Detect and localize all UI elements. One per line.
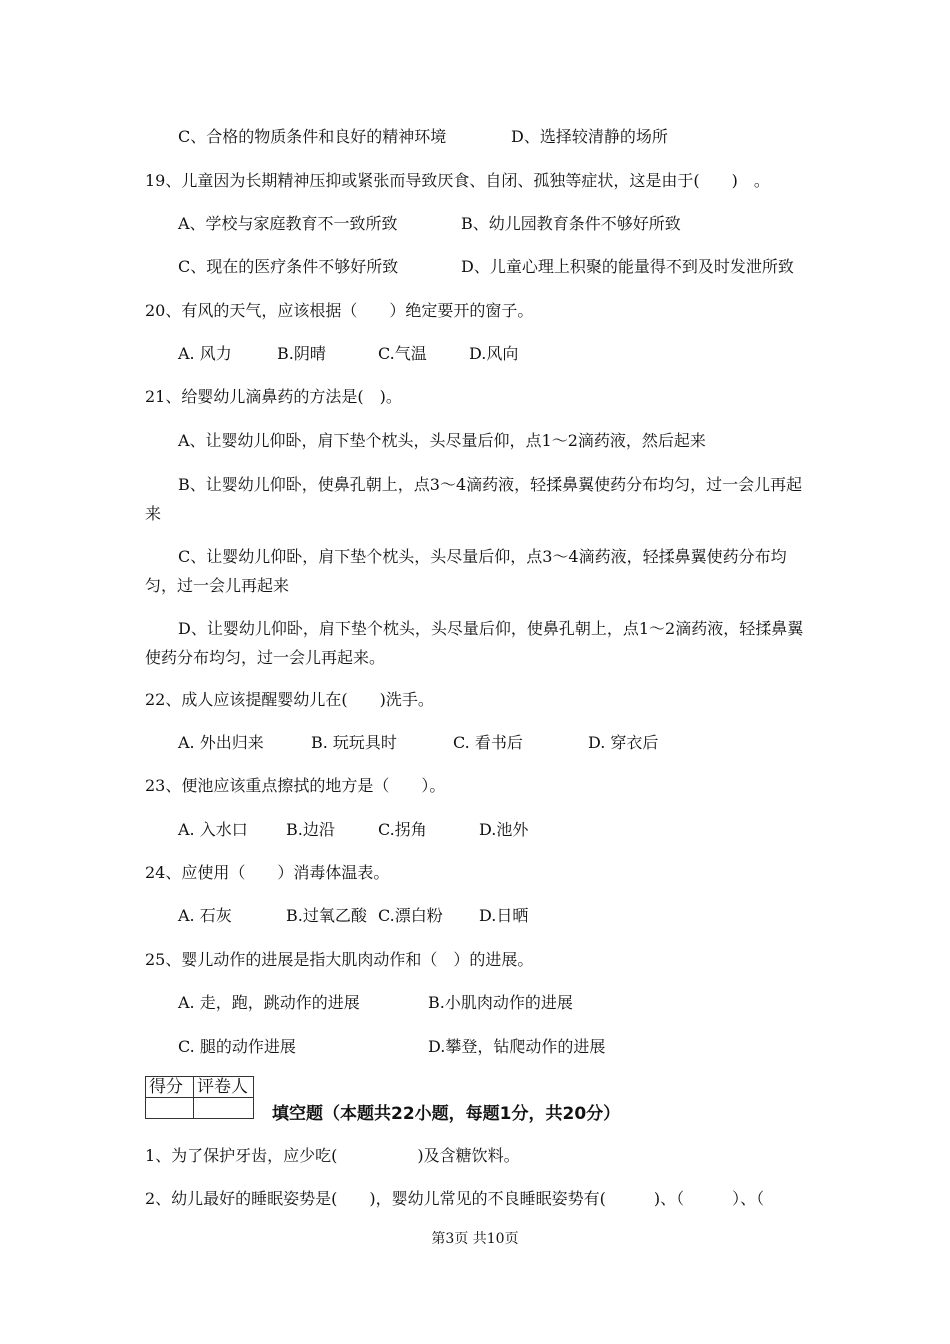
q24-option-a: A. 石灰 [178, 906, 232, 925]
q20-option-a: A. 风力 [178, 344, 232, 363]
q21-option-c: C、让婴幼儿仰卧，肩下垫个枕头，头尽量后仰，点3～4滴药液，轻揉鼻翼使药分布均匀，过一会儿再起来 [145, 547, 787, 595]
q18-options-row-cd [0, 127, 950, 147]
q20-stem: 20、有风的天气，应该根据（ ）绝定要开的窗子。 [145, 301, 534, 320]
q25-options-row-cd [0, 1037, 950, 1057]
q22-option-c: C. 看书后 [453, 733, 523, 752]
q24-option-b: B.过氧乙酸 [286, 906, 367, 925]
score-cell[interactable] [146, 1098, 194, 1119]
q19-options-row-cd [0, 257, 950, 277]
reviewer-label: 评卷人 [194, 1077, 254, 1098]
q23-option-c: C.拐角 [378, 820, 427, 839]
fill-question-2: 2、幼儿最好的睡眠姿势是( )，婴幼儿常见的不良睡眠姿势有( )、（ ）、（ [145, 1189, 765, 1208]
q19-option-a: A、学校与家庭教育不一致所致 [178, 214, 398, 233]
q24-stem: 24、应使用（ ）消毒体温表。 [145, 863, 390, 882]
q22-option-d: D. 穿衣后 [588, 733, 659, 752]
q19-option-d: D、儿童心理上积聚的能量得不到及时发泄所致 [461, 257, 794, 276]
q18-option-c: C、合格的物质条件和良好的精神环境 [178, 127, 447, 146]
q25-option-b: B.小肌肉动作的进展 [428, 993, 573, 1012]
q25-option-c: C. 腿的动作进展 [178, 1037, 296, 1056]
score-table [145, 1076, 254, 1119]
q21-option-d: D、让婴幼儿仰卧，肩下垫个枕头，头尽量后仰，使鼻孔朝上，点1～2滴药液，轻揉鼻翼使药分布均匀，过一会儿再起来。 [145, 619, 804, 667]
q19-stem: 19、儿童因为长期精神压抑或紧张而导致厌食、自闭、孤独等症状，这是由于( ) 。 [145, 171, 770, 190]
q19-option-c: C、现在的医疗条件不够好所致 [178, 257, 399, 276]
score-table-header-row [146, 1077, 254, 1098]
q20-option-d: D.风向 [469, 344, 519, 363]
q25-option-d: D.攀登，钻爬动作的进展 [428, 1037, 606, 1056]
q25-options-row-ab [0, 993, 950, 1013]
q20-option-c: C.气温 [378, 344, 427, 363]
q19-option-b: B、幼儿园教育条件不够好所致 [461, 214, 681, 233]
q23-stem: 23、便池应该重点擦拭的地方是（ ）。 [145, 776, 446, 795]
q23-options-row [0, 820, 950, 840]
q21-option-a: A、让婴幼儿仰卧，肩下垫个枕头，头尽量后仰，点1～2滴药液，然后起来 [178, 431, 706, 450]
q24-option-c: C.漂白粉 [378, 906, 443, 925]
q20-options-row [0, 344, 950, 364]
q20-option-b: B.阴晴 [277, 344, 326, 363]
q23-option-b: B.边沿 [286, 820, 335, 839]
q22-option-a: A. 外出归来 [178, 733, 264, 752]
reviewer-cell[interactable] [194, 1098, 254, 1119]
q23-option-a: A. 入水口 [178, 820, 248, 839]
q24-options-row [0, 906, 950, 926]
q24-option-d: D.日晒 [479, 906, 529, 925]
q22-stem: 22、成人应该提醒婴幼儿在( )洗手。 [145, 690, 434, 709]
section-title: 填空题（本题共22小题，每题1分，共20分） [272, 1104, 621, 1124]
q22-options-row [0, 733, 950, 753]
score-label: 得分 [146, 1077, 194, 1098]
q22-option-b: B. 玩玩具时 [311, 733, 397, 752]
score-table-input-row [146, 1098, 254, 1119]
q18-option-d: D、选择较清静的场所 [511, 127, 668, 146]
q25-option-a: A. 走，跑，跳动作的进展 [178, 993, 360, 1012]
q23-option-d: D.池外 [479, 820, 529, 839]
q25-stem: 25、婴儿动作的进展是指大肌肉动作和（ ）的进展。 [145, 950, 534, 969]
page-footer: 第3页 共10页 [431, 1231, 519, 1247]
fill-question-1: 1、为了保护牙齿，应少吃( )及含糖饮料。 [145, 1146, 520, 1165]
q19-options-row-ab [0, 214, 950, 234]
q21-stem: 21、给婴幼儿滴鼻药的方法是( )。 [145, 387, 402, 406]
q21-option-b: B、让婴幼儿仰卧，使鼻孔朝上，点3～4滴药液，轻揉鼻翼使药分布均匀，过一会儿再起来 [145, 475, 803, 523]
